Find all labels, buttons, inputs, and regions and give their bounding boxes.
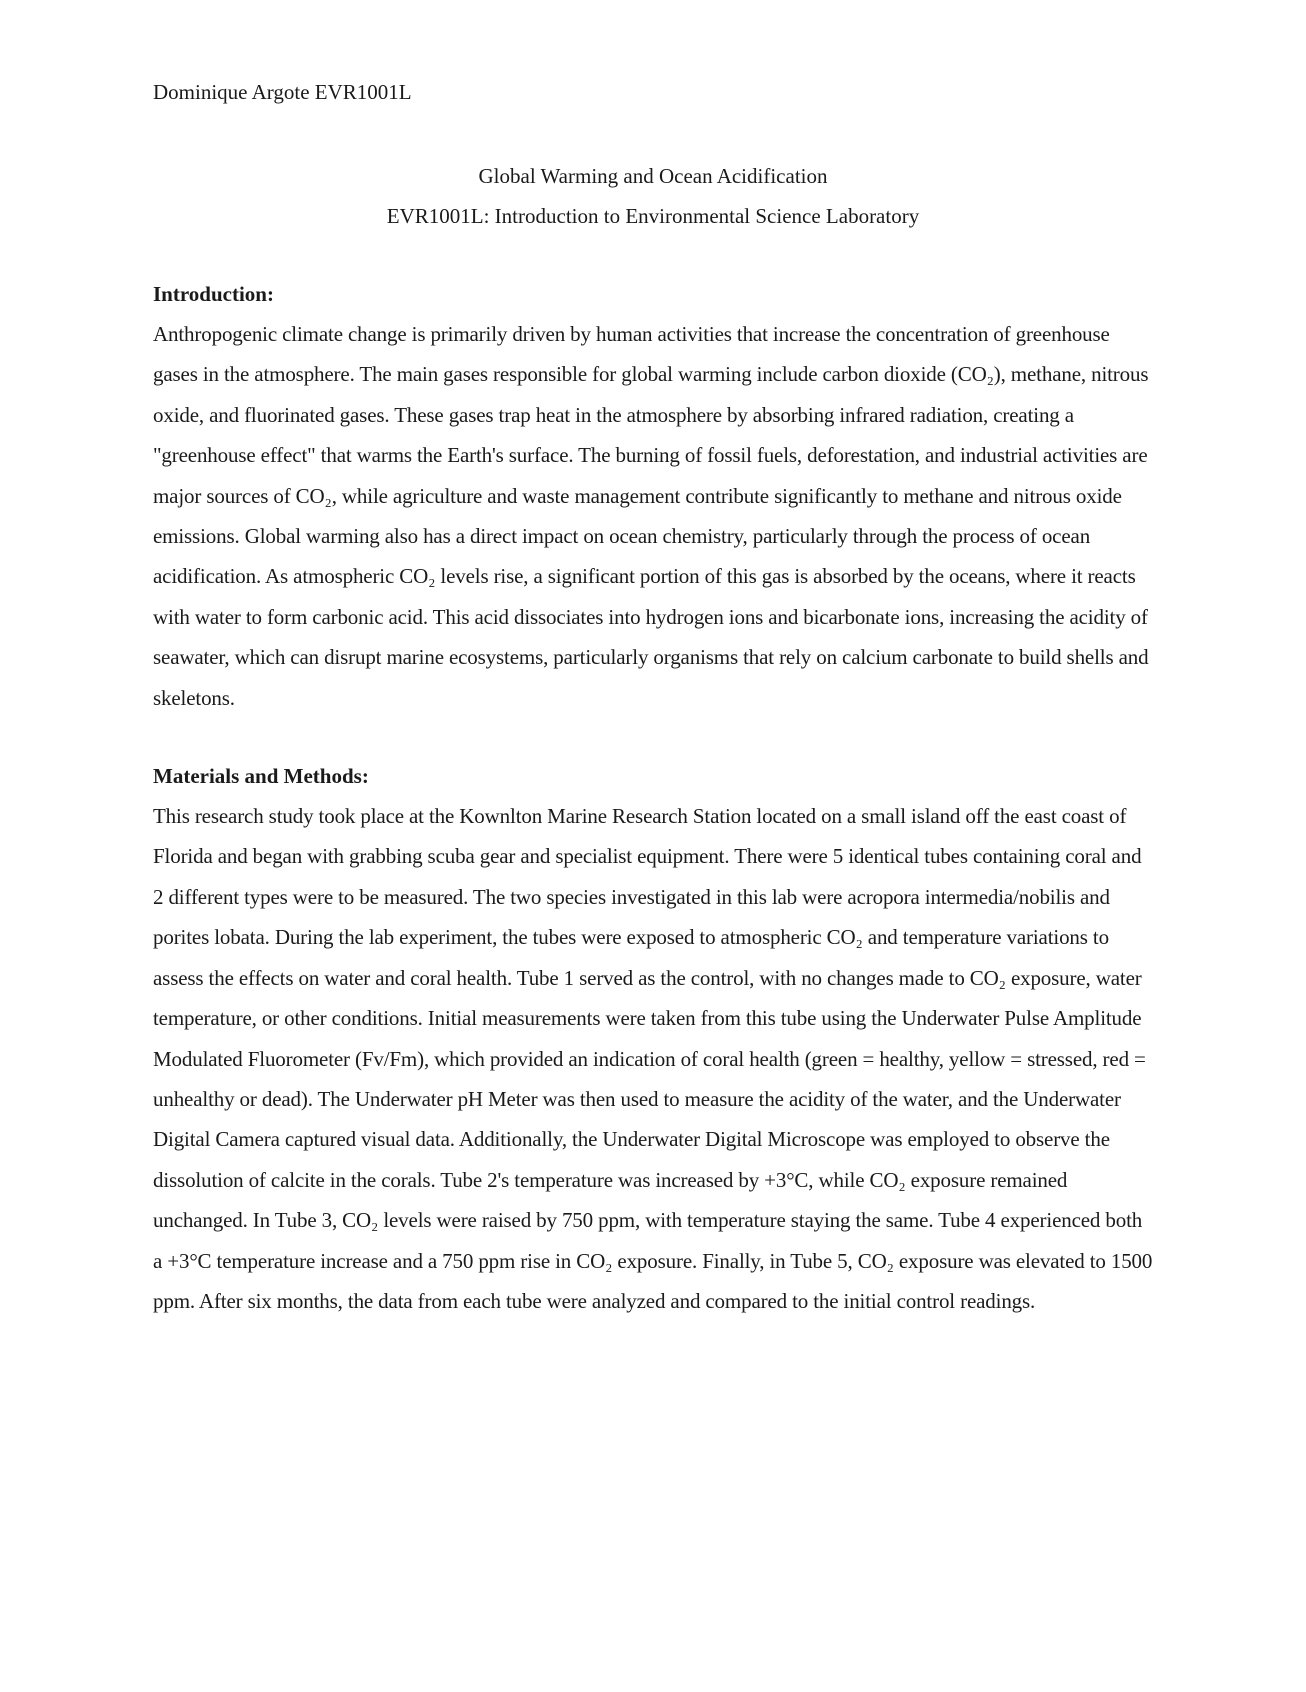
methods-section [153,756,1153,1321]
page-content [153,72,1153,1321]
introduction-heading: Introduction: [153,282,274,306]
course-subtitle: EVR1001L: Introduction to Environmental Science Laboratory [386,204,920,228]
methods-heading: Materials and Methods: [153,764,369,789]
author-line: Dominique Argote EVR1001L [153,80,412,104]
introduction-section [153,274,1153,718]
title-block [153,156,1153,236]
introduction-paragraph: Anthropogenic climate change is primarily driven by human activities that increase the concentration of greenhouse gases in the atmosphere. The main gases responsible for global warming include carbon dioxide (CO₂), methane, nitrous oxide, and fluorinated gases. These gases trap heat in the atmosphere by absorbing infrared radiation, creating a "greenhouse effect" that warms the Earth's surface. The burning of fossil fuels, deforestation, and industrial activities are major sources of CO₂, while agriculture and waste management contribute significantly to methane and nitrous oxide emissions. Global warming also has a direct impact on ocean chemistry, particularly through the process of ocean acidification. As atmospheric CO₂ levels rise, a significant portion of this gas is absorbed by the oceans, where it reacts with water to form carbonic acid. This acid dissociates into hydrogen ions and bicarbonate ions, increasing the acidity of seawater, which can disrupt marine ecosystems, particularly organisms that rely on calcium carbonate to build shells and skeletons. [153,322,1149,710]
document-title: Global Warming and Ocean Acidification [478,164,828,188]
methods-paragraph: This research study took place at the Kownlton Marine Research Station located on a small island off the east coast of Florida and began with grabbing scuba gear and specialist equipment. There were 5 identical tubes containing coral and 2 different types were to be measured. The two species investigated in this lab were acropora intermedia/nobilis and porites lobata. During the lab experiment, the tubes were exposed to atmospheric CO₂ and temperature variations to assess the effects on water and coral health. Tube 1 served as the control, with no changes made to CO₂ exposure, water temperature, or other conditions. Initial measurements were taken from this tube using the Underwater Pulse Amplitude Modulated Fluorometer (Fv/Fm), which provided an indication of coral health (green = healthy, yellow = stressed, red = unhealthy or dead). The Underwater pH Meter was then used to measure the acidity of the water, and the Underwater Digital Camera captured visual data. Additionally, the Underwater Digital Microscope was employed to observe the dissolution of calcite in the corals. Tube 2's temperature was increased by +3°C, while CO₂ exposure remained unchanged. In Tube 3, CO₂ levels were raised by 750 ppm, with temperature staying the same. Tube 4 experienced both a +3°C temperature increase and a 750 ppm rise in CO₂ exposure. Finally, in Tube 5, CO₂ exposure was elevated to 1500 ppm. After six months, the data from each tube were analyzed and compared to the initial control readings. [153,804,1153,1313]
